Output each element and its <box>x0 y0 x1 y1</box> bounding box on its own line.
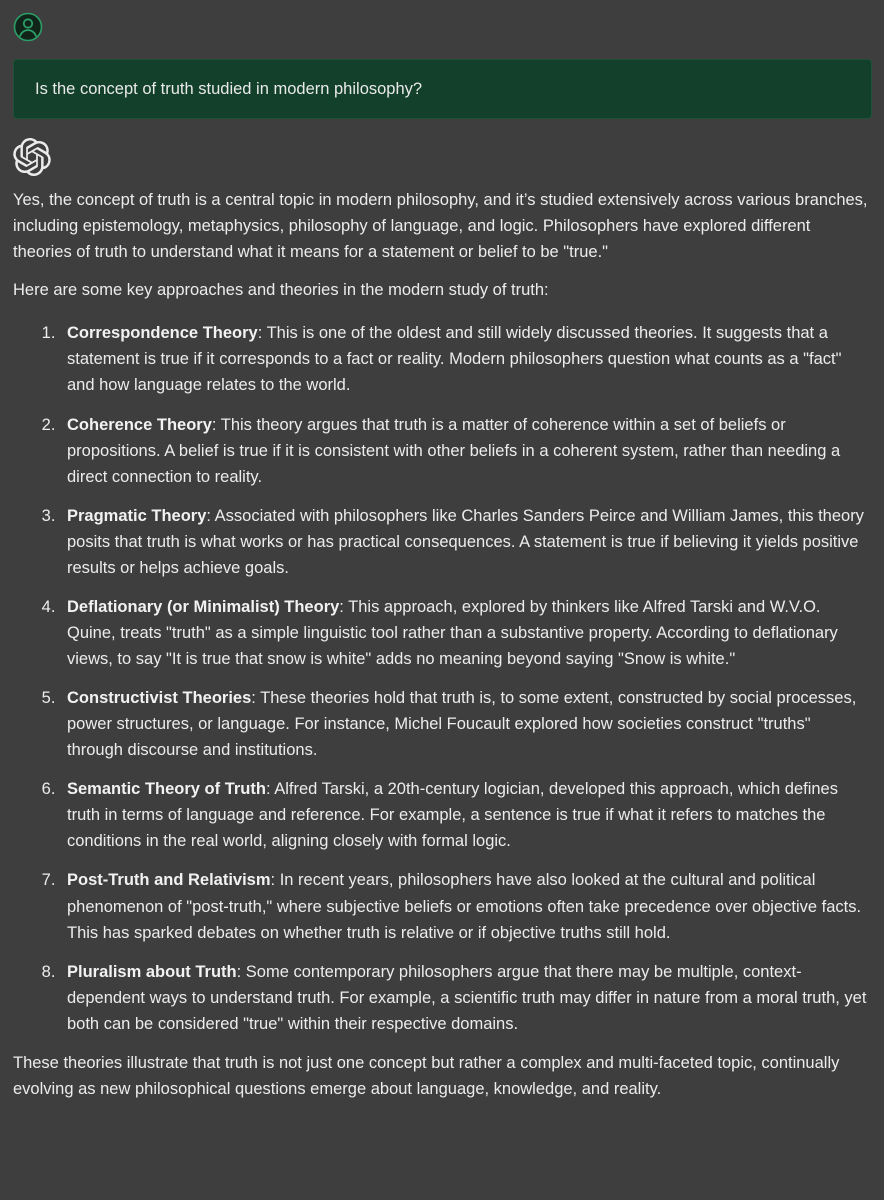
person-circle-icon <box>13 12 43 42</box>
assistant-closing-paragraph: These theories illustrate that truth is not just one concept but rather a complex and multi-faceted topic, continually evolving as new philosophical questions emerge about language, knowledge, and reality. <box>13 1053 840 1098</box>
theories-list <box>13 320 870 1037</box>
user-message-text: Is the concept of truth studied in modern philosophy? <box>35 80 423 98</box>
theory-term: Correspondence Theory <box>67 324 258 343</box>
theory-term: Post-Truth and Relativism <box>67 871 271 890</box>
theory-desc: : In recent years, philosophers have also looked at the cultural and political phenomenon of "post-truth," where subjective beliefs or emotions often take precedence over objective facts. This has sparked debates on whether truth is relative or if objective truths still hold. <box>67 871 862 942</box>
openai-logo-icon <box>13 138 51 176</box>
theory-item <box>60 320 870 398</box>
theory-item <box>60 503 870 581</box>
theory-desc: : These theories hold that truth is, to some extent, constructed by social processes, power structures, or language. For instance, Michel Foucault explored how societies construct "truths" through discourse and institutions. <box>67 689 857 760</box>
theory-term: Semantic Theory of Truth <box>67 780 266 799</box>
user-message-bubble <box>13 59 872 119</box>
theory-term: Pragmatic Theory <box>67 506 207 525</box>
theory-term: Coherence Theory <box>67 415 212 434</box>
theory-item <box>60 867 870 945</box>
theory-desc: : Alfred Tarski, a 20th-century logician, developed this approach, which defines truth in terms of language and reference. For example, a sentence is true if what it refers to matches the conditions in the real world, aligning closely with formal logic. <box>67 780 838 851</box>
theory-desc: : Some contemporary philosophers argue that there may be multiple, context-dependent ways to understand truth. For example, a scientific truth may differ in nature from a moral truth, yet both can be considered "true" within their respective domains. <box>67 962 867 1033</box>
theory-item <box>60 776 870 854</box>
assistant-paragraph: Yes, the concept of truth is a central topic in modern philosophy, and it’s studied extensively across various branches, including epistemology, metaphysics, philosophy of language, and logic. Philosophers have explored different theories of truth to understand what it means for a statement or belief to be "true." <box>13 191 868 262</box>
theory-term: Deflationary (or Minimalist) Theory <box>67 597 340 616</box>
theory-item <box>60 959 870 1037</box>
theory-desc: : This is one of the oldest and still widely discussed theories. It suggests that a statement is true if it corresponds to a fact or reality. Modern philosophers question what counts as a "fact" and how language relates to the world. <box>67 324 842 395</box>
theory-desc: : Associated with philosophers like Charles Sanders Peirce and William James, this theory posits that truth is what works or has practical consequences. A statement is true if believing it yields positive results or helps achieve goals. <box>67 506 864 577</box>
theory-desc: : This theory argues that truth is a matter of coherence within a set of beliefs or propositions. A belief is true if it is consistent with other beliefs in a coherent system, rather than needing a direct connection to reality. <box>67 415 841 486</box>
theory-term: Pluralism about Truth <box>67 962 237 981</box>
theory-term: Constructivist Theories <box>67 689 252 708</box>
assistant-paragraph: Here are some key approaches and theories in the modern study of truth: <box>13 281 549 300</box>
theory-item <box>60 412 870 490</box>
assistant-message <box>13 187 872 1102</box>
user-avatar <box>13 12 43 42</box>
theory-item <box>60 594 870 672</box>
theory-item <box>60 685 870 763</box>
theory-desc: : This approach, explored by thinkers like Alfred Tarski and W.V.O. Quine, treats "truth" as a simple linguistic tool rather than a substantive property. According to deflationary views, to say "It is true that snow is white" adds no meaning beyond saying "Snow is white." <box>67 597 838 668</box>
